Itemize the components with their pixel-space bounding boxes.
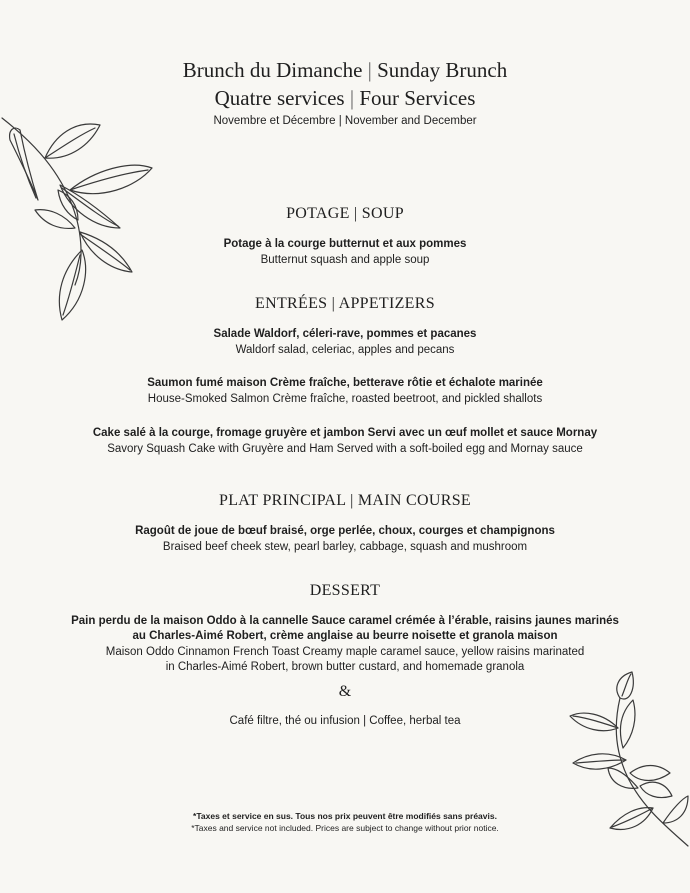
menu-item	[0, 426, 690, 457]
menu-item-fr-line-1: Pain perdu de la maison Oddo à la cannelle Sauce caramel crémée à l’érable, raisins jaunes marinés	[71, 615, 619, 627]
menu-item-en: Braised beef cheek stew, pearl barley, cabbage, squash and mushroom	[162, 541, 528, 553]
title-en: Sunday Brunch	[377, 58, 508, 82]
section-title-soup: POTAGE | SOUP	[286, 205, 404, 222]
coffee-line: Café filtre, thé ou infusion | Coffee, herbal tea	[229, 715, 461, 727]
menu-item-en: Waldorf salad, celeriac, apples and pecans	[235, 344, 455, 356]
menu-item-en-line-1: Maison Oddo Cinnamon French Toast Creamy maple caramel sauce, yellow raisins marinated	[105, 646, 585, 658]
menu-item-fr: Potage à la courge butternut et aux pommes	[223, 238, 467, 250]
menu-item-fr: Cake salé à la courge, fromage gruyère et jambon Servi avec un œuf mollet et sauce Mornay	[92, 427, 598, 439]
section-title-appetizers: ENTRÉES | APPETIZERS	[255, 295, 435, 312]
subtitle-en: Four Services	[359, 86, 476, 110]
menu-item-en-line-2: in Charles-Aimé Robert, brown butter custard, and homemade granola	[165, 661, 525, 673]
section-title-dessert: DESSERT	[309, 582, 381, 599]
menu-item-en: House-Smoked Salmon Crème fraîche, roasted beetroot, and pickled shallots	[147, 393, 543, 405]
menu-item-fr-line-2: au Charles-Aimé Robert, crème anglaise au beurre noisette et granola maison	[132, 630, 558, 642]
menu-item	[0, 524, 690, 555]
footer-note-fr: *Taxes et service en sus. Tous nos prix peuvent être modifiés sans préavis.	[193, 811, 497, 821]
menu-item-dessert	[0, 614, 690, 675]
menu-item-en: Butternut squash and apple soup	[260, 254, 430, 266]
menu-title-line-2	[0, 84, 690, 112]
footer-note-en: *Taxes and service not included. Prices are subject to change without prior notice.	[191, 823, 499, 833]
section-title-main-course: PLAT PRINCIPAL | MAIN COURSE	[219, 492, 471, 509]
subtitle-separator: |	[349, 86, 355, 110]
title-fr: Brunch du Dimanche	[182, 58, 363, 82]
menu-item	[0, 376, 690, 407]
menu-item	[0, 237, 690, 268]
menu-item-fr: Saumon fumé maison Crème fraîche, betterave rôtie et échalote marinée	[147, 377, 543, 389]
subtitle-fr: Quatre services	[214, 86, 345, 110]
ampersand: &	[338, 683, 352, 700]
menu-item-fr: Salade Waldorf, céleri-rave, pommes et pacanes	[213, 328, 477, 340]
title-separator: |	[367, 58, 372, 82]
menu-item-en: Savory Squash Cake with Gruyère and Ham Served with a soft-boiled egg and Mornay sauce	[107, 443, 583, 455]
menu-item	[0, 327, 690, 358]
menu-item-fr: Ragoût de joue de bœuf braisé, orge perlée, choux, courges et champignons	[135, 525, 555, 537]
menu-title-line-1	[0, 56, 690, 84]
menu-dates: Novembre et Décembre | November and December	[213, 115, 477, 127]
